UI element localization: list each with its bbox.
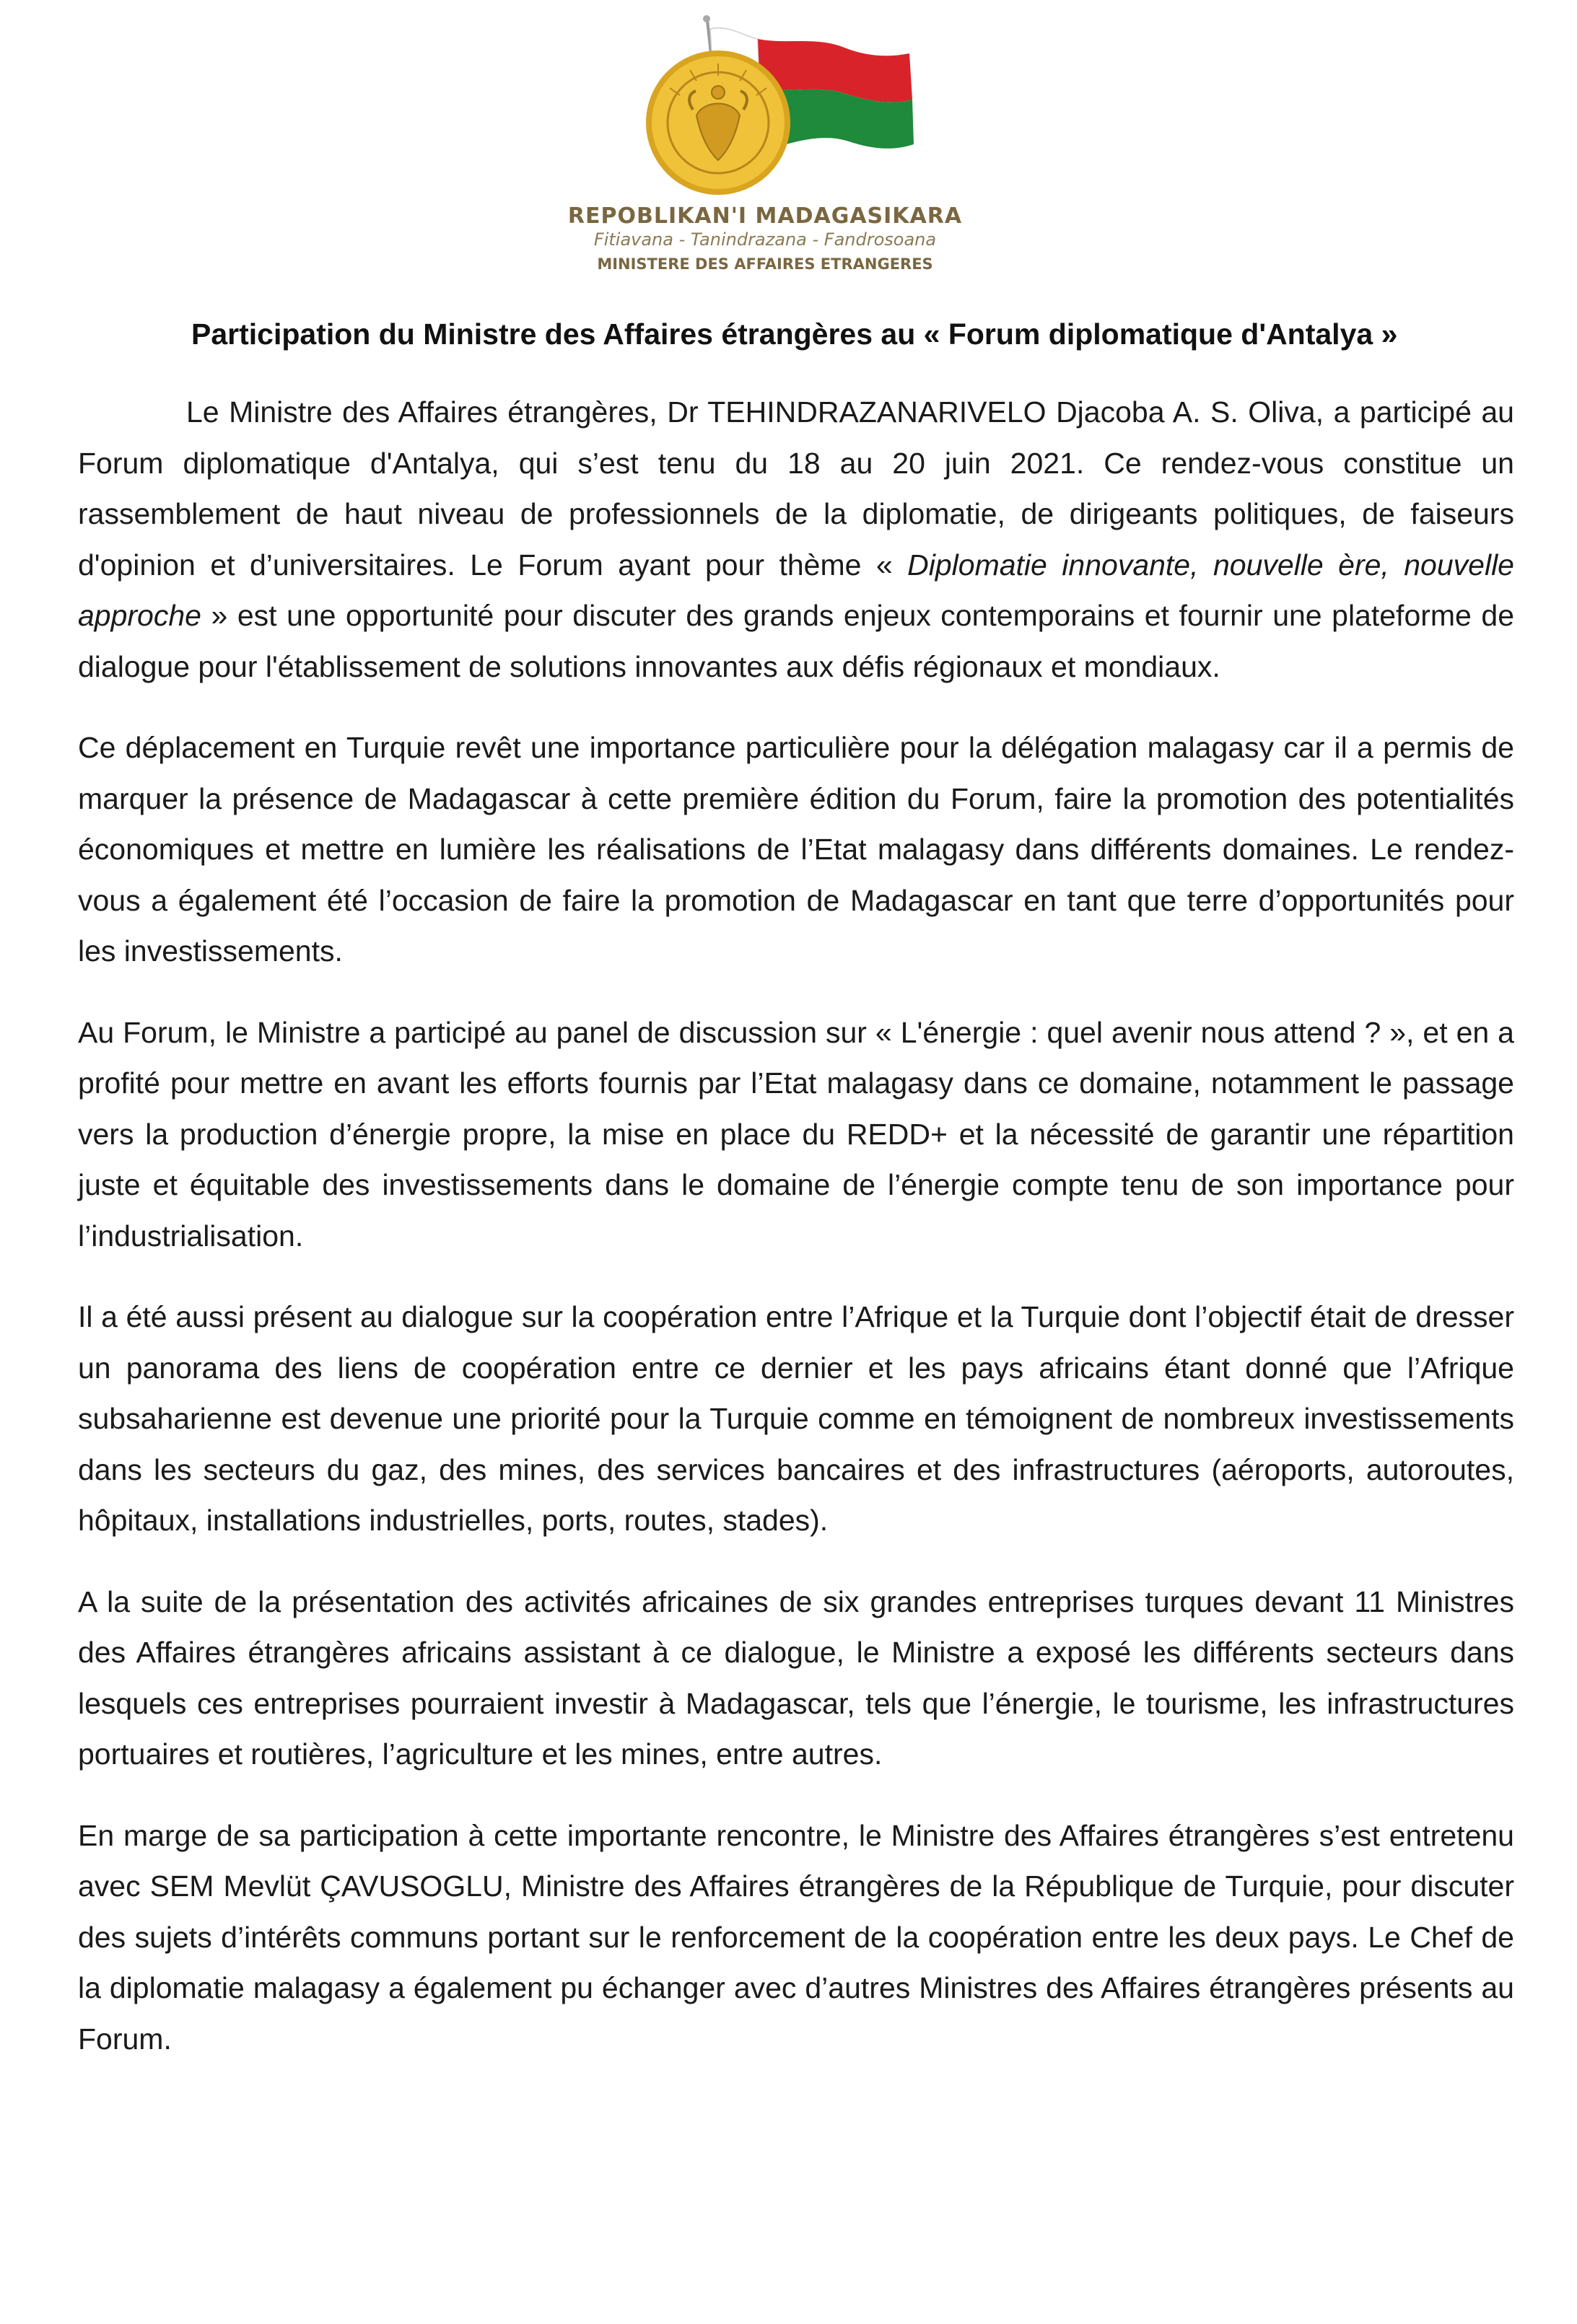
republic-name: REPOBLIKAN'I MADAGASIKARA [567,203,963,229]
national-motto: Fitiavana - Tanindrazana - Fandrosoana [593,229,937,250]
paragraph-2: Ce déplacement en Turquie revêt une importance particulière pour la délégation malagasy car il a permis de marquer la présence de Madagascar à cette première édition du Forum, faire la promotion des potentialités économiques et mettre en lumière les réalisations de l’Etat malagasy dans différents domaines. Le rendez-vous a également été l’occasion de faire la promotion de Madagascar en tant que terre d’opportunités pour les investissements. [78,731,1514,968]
forum-theme: Diplomatie innovante, nouvelle ère, nouvelle approche [78,548,1514,632]
ministry-name: MINISTERE DES AFFAIRES ETRANGERES [597,255,933,273]
paragraph-1 [78,387,1514,692]
paragraph-3: Au Forum, le Ministre a participé au panel de discussion sur « L'énergie : quel avenir nous attend ? », et en a profité pour mettre en avant les efforts fournis par l’Etat malagasy dans ce domaine, notamment le passage vers la production d’énergie propre, la mise en place du REDD+ et la nécessité de garantir une répartition juste et équitable des investissements dans le domaine de l’énergie compte tenu de son importance pour l’industrialisation. [78,1015,1514,1253]
document-title: Participation du Ministre des Affaires étrangères au « Forum diplomatique d'Antalya » [191,317,1398,351]
paragraph-1-text-b: » est une opportunité pour discuter des grands enjeux contemporains et fournir une plateforme de dialogue pour l'établissement de solutions innovantes aux défis régionaux et mondiaux. [78,599,1514,683]
seal-sun [712,86,725,99]
flag-pole-finial [703,15,710,22]
paragraph-4: Il a été aussi présent au dialogue sur la coopération entre l’Afrique et la Turquie dont l’objectif était de dresser un panorama des liens de coopération entre ce dernier et les pays africains étant donné que l’Afrique subsaharienne est devenue une priorité pour la Turquie comme en témoignent de nombreux investissements dans les secteurs du gaz, des mines, des services bancaires et des infrastructures (aéroports, autoroutes, hôpitaux, installations industrielles, ports, routes, stades). [78,1300,1514,1537]
madagascar-emblem-logo [621,7,924,209]
letterhead [505,7,1025,281]
paragraph-5: A la suite de la présentation des activités africaines de six grandes entreprises turques devant 11 Ministres des Affaires étrangères africains assistant à ce dialogue, le Ministre a exposé les différents secteurs dans lesquels ces entreprises pourraient investir à Madagascar, tels que l’énergie, le tourisme, les infrastructures portuaires et routières, l’agriculture et les mines, entre autres. [78,1584,1514,1771]
paragraph-6: En marge de sa participation à cette importante rencontre, le Ministre des Affaires étrangères s’est entretenu avec SEM Mevlüt ÇAVUSOGLU, Ministre des Affaires étrangères de la République de Turquie, pour discuter des sujets d’intérêts communs portant sur le renforcement de la coopération entre les deux pays. Le Chef de la diplomatie malagasy a également pu échanger avec d’autres Ministres des Affaires étrangères présents au Forum. [78,1818,1514,2056]
document-body [78,387,1514,2095]
paragraph-1-text-a: Le Ministre des Affaires étrangères, Dr TEHINDRAZANARIVELO Djacoba A. S. Oliva, a participé au Forum diplomatique d'Antalya, qui s’est tenu du 18 au 20 juin 2021. Ce rendez-vous constitue un rassemblement de haut niveau de professionnels de la diplomatie, de dirigeants politiques, de faiseurs d'opinion et d’universitaires. Le Forum ayant pour thème « [78,395,1514,582]
